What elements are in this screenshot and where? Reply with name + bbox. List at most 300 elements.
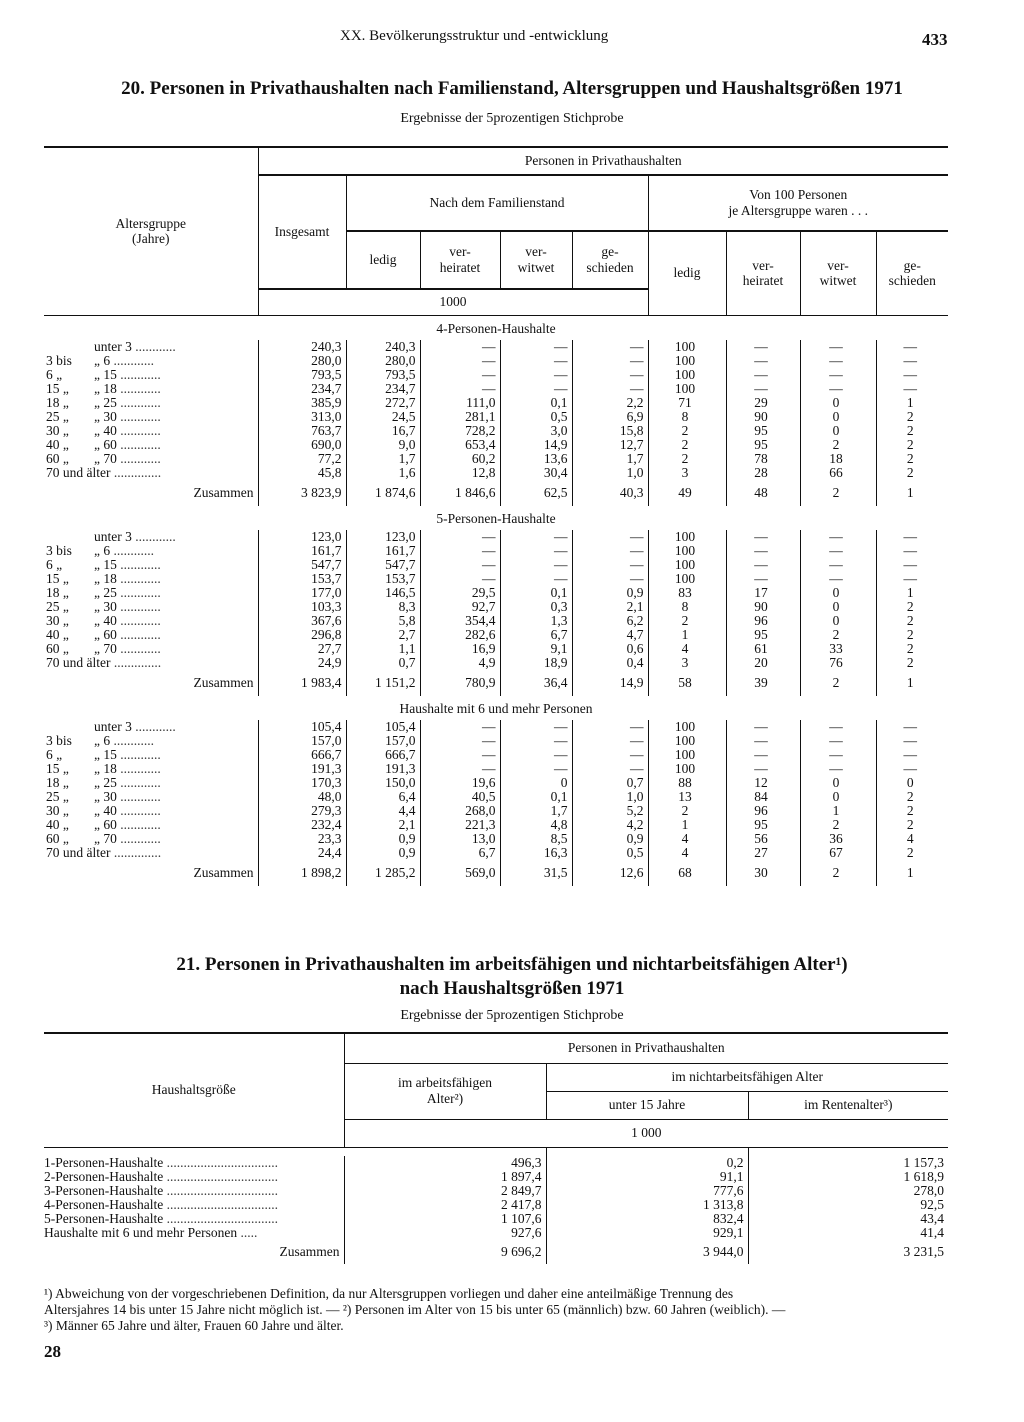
value-cell: 927,6 [344, 1226, 546, 1240]
total-row [44, 860, 948, 886]
value-cell: 2 [876, 424, 948, 438]
total-value: 12,6 [572, 860, 648, 886]
header-insgesamt: Insgesamt [258, 175, 346, 289]
total-value: 58 [648, 670, 726, 696]
age-group-label [44, 466, 258, 480]
value-cell: — [800, 720, 876, 734]
age-group-prefix: 18 „ [46, 395, 69, 410]
total-value: 1 [876, 480, 948, 506]
value-cell: 15,8 [572, 424, 648, 438]
spacer-cell [546, 1147, 748, 1156]
value-cell: 2 [800, 628, 876, 642]
value-cell: 36 [800, 832, 876, 846]
section-title: 4-Personen-Haushalte [436, 320, 556, 336]
value-cell: — [726, 734, 800, 748]
value-cell: 146,5 [346, 586, 420, 600]
value-cell: 100 [648, 734, 726, 748]
value-cell: 61 [726, 642, 800, 656]
household-size-text: 1-Personen-Haushalte [44, 1155, 164, 1170]
header-pct-geschieden-1: ge- [903, 257, 921, 273]
age-group-prefix: 60 „ [46, 831, 69, 846]
table-row [44, 804, 948, 818]
value-cell: 13,0 [420, 832, 500, 846]
value-cell: 2 [876, 628, 948, 642]
age-group-range: „ 18 [94, 761, 117, 776]
page-number: 433 [922, 30, 948, 49]
value-cell: — [800, 354, 876, 368]
table20 [44, 146, 948, 886]
value-cell: 1 618,9 [748, 1170, 948, 1184]
header-geschieden-1: ge- [601, 244, 619, 260]
value-cell: 60,2 [420, 452, 500, 466]
value-cell: 929,1 [546, 1226, 748, 1240]
value-cell: 2 [648, 424, 726, 438]
leader-dots: ............ [116, 761, 161, 776]
table21-title-line2: nach Haushaltsgrößen 1971 [399, 978, 625, 999]
value-cell: — [500, 762, 572, 776]
table-row [44, 748, 948, 762]
value-cell: 1,0 [572, 790, 648, 804]
value-cell: — [500, 572, 572, 586]
household-size-label [44, 1198, 344, 1212]
table-row [44, 642, 948, 656]
age-group-prefix: 3 bis [46, 733, 72, 748]
value-cell: 2 [876, 804, 948, 818]
age-group-label [44, 382, 258, 396]
header21-personen: Personen in Privathaushalten [344, 1033, 948, 1063]
table20-subtitle: Ergebnisse der 5prozentigen Stichprobe [400, 111, 624, 126]
table20-body [44, 315, 948, 886]
value-cell: 2 [876, 466, 948, 480]
header-altersgruppe-label: Altersgruppe [115, 215, 186, 231]
value-cell: — [726, 530, 800, 544]
household-size-text: Haushalte mit 6 und mehr Personen [44, 1225, 238, 1240]
value-cell: 234,7 [346, 382, 420, 396]
value-cell: 4 [648, 642, 726, 656]
value-cell: 0,9 [572, 586, 648, 600]
leader-dots: ............ [131, 339, 176, 354]
total-value: 1 [876, 860, 948, 886]
value-cell: 24,9 [258, 656, 346, 670]
header-personen: Personen in Privathaushalten [258, 147, 948, 175]
value-cell: 6,4 [346, 790, 420, 804]
age-group-label [44, 340, 258, 354]
value-cell: 0 [500, 776, 572, 790]
value-cell: — [876, 544, 948, 558]
age-group-prefix: 25 „ [46, 599, 69, 614]
value-cell: 240,3 [346, 340, 420, 354]
value-cell: 23,3 [258, 832, 346, 846]
value-cell: 282,6 [420, 628, 500, 642]
age-group-range: „ 18 [94, 381, 117, 396]
header-nichtarbeitsfaehig: im nichtarbeitsfähigen Alter [546, 1063, 948, 1091]
leader-dots: ............ [116, 831, 161, 846]
value-cell: 105,4 [346, 720, 420, 734]
value-cell: 653,4 [420, 438, 500, 452]
total-value: 30 [726, 860, 800, 886]
value-cell: 1,6 [346, 466, 420, 480]
value-cell: — [876, 572, 948, 586]
age-group-range: „ 70 [94, 831, 117, 846]
value-cell: 0 [800, 790, 876, 804]
value-cell: 690,0 [258, 438, 346, 452]
age-group-label [44, 748, 258, 762]
value-cell: — [420, 558, 500, 572]
age-group-prefix: 60 „ [46, 451, 69, 466]
value-cell: 2 [876, 410, 948, 424]
value-cell: — [420, 340, 500, 354]
age-group-range: „ 18 [94, 571, 117, 586]
age-group-range: „ 30 [94, 599, 117, 614]
value-cell: 280,0 [346, 354, 420, 368]
value-cell: 0,7 [346, 656, 420, 670]
header-altersgruppe [44, 147, 258, 315]
value-cell: 2 417,8 [344, 1198, 546, 1212]
header-haushaltsgroesse: Haushaltsgröße [44, 1033, 344, 1147]
age-group-label [44, 600, 258, 614]
age-group-label [44, 572, 258, 586]
value-cell: — [876, 558, 948, 572]
value-cell: 0,2 [546, 1156, 748, 1170]
table-row [44, 1198, 948, 1212]
value-cell: 8 [648, 600, 726, 614]
value-cell: 83 [648, 586, 726, 600]
value-cell: 279,3 [258, 804, 346, 818]
value-cell: 16,7 [346, 424, 420, 438]
age-group-prefix: 25 „ [46, 789, 69, 804]
table-row [44, 572, 948, 586]
value-cell: 100 [648, 530, 726, 544]
table-row [44, 544, 948, 558]
value-cell: 4,9 [420, 656, 500, 670]
leader-dots: ............ [116, 381, 161, 396]
value-cell: 100 [648, 762, 726, 776]
value-cell: 16,9 [420, 642, 500, 656]
value-cell: 153,7 [346, 572, 420, 586]
value-cell: 0,9 [346, 846, 420, 860]
age-group-range: „ 40 [94, 613, 117, 628]
value-cell: 1 157,3 [748, 1156, 948, 1170]
value-cell: 40,5 [420, 790, 500, 804]
leader-dots: ............ [116, 789, 161, 804]
value-cell: 91,1 [546, 1170, 748, 1184]
age-group-range: unter 3 [94, 529, 132, 544]
value-cell: — [500, 720, 572, 734]
leader-dots: ............ [131, 529, 176, 544]
value-cell: 17 [726, 586, 800, 600]
value-cell: 793,5 [258, 368, 346, 382]
leader-dots: ............ [110, 733, 154, 748]
value-cell: 9,1 [500, 642, 572, 656]
value-cell: — [876, 382, 948, 396]
value-cell: 4 [876, 832, 948, 846]
value-cell: 2,1 [572, 600, 648, 614]
table-row [44, 656, 948, 670]
value-cell: — [726, 748, 800, 762]
value-cell: 5,8 [346, 614, 420, 628]
value-cell: 100 [648, 544, 726, 558]
household-size-text: 2-Personen-Haushalte [44, 1169, 164, 1184]
value-cell: 272,7 [346, 396, 420, 410]
table-row [44, 628, 948, 642]
household-size-label [44, 1184, 344, 1198]
value-cell: 234,7 [258, 382, 346, 396]
header-geschieden [572, 231, 648, 289]
value-cell: 27 [726, 846, 800, 860]
age-group-range: „ 70 [94, 451, 117, 466]
total-value: 2 [800, 670, 876, 696]
table-row [44, 558, 948, 572]
value-cell: 763,7 [258, 424, 346, 438]
value-cell: 6,7 [500, 628, 572, 642]
value-cell: 8,5 [500, 832, 572, 846]
household-size-label [44, 1156, 344, 1170]
header-von100-line2: je Altersgruppe waren . . . [728, 203, 868, 218]
table-row [44, 846, 948, 860]
value-cell: 2 [876, 642, 948, 656]
value-cell: 1,1 [346, 642, 420, 656]
value-cell: 313,0 [258, 410, 346, 424]
age-group-prefix: 18 „ [46, 775, 69, 790]
age-group-label [44, 762, 258, 776]
value-cell: 19,6 [420, 776, 500, 790]
value-cell: 84 [726, 790, 800, 804]
age-group-prefix: 3 bis [46, 543, 72, 558]
value-cell: — [500, 748, 572, 762]
age-group-range: „ 15 [94, 747, 117, 762]
leader-dots: ............ [116, 395, 161, 410]
value-cell: 78 [726, 452, 800, 466]
section-row [44, 506, 948, 530]
value-cell: 0,1 [500, 586, 572, 600]
leader-dots: ............ [116, 585, 161, 600]
value-cell: 0,3 [500, 600, 572, 614]
value-cell: — [800, 748, 876, 762]
age-group-prefix: 70 und älter [46, 465, 111, 480]
value-cell: 1,7 [572, 452, 648, 466]
value-cell: 24,4 [258, 846, 346, 860]
value-cell: 0 [800, 424, 876, 438]
total-value: 31,5 [500, 860, 572, 886]
value-cell: 18,9 [500, 656, 572, 670]
value-cell: — [500, 354, 572, 368]
table-row [44, 586, 948, 600]
value-cell: 1 313,8 [546, 1198, 748, 1212]
value-cell: 221,3 [420, 818, 500, 832]
value-cell: 0,9 [572, 832, 648, 846]
age-group-range: „ 25 [94, 395, 117, 410]
value-cell: 20 [726, 656, 800, 670]
value-cell: 0,7 [572, 776, 648, 790]
leader-dots: ................................. [163, 1183, 278, 1198]
household-size-label [44, 1226, 344, 1240]
section-row [44, 696, 948, 720]
age-group-prefix: 30 „ [46, 613, 69, 628]
value-cell: 67 [800, 846, 876, 860]
leader-dots: ............ [116, 747, 161, 762]
age-group-label [44, 396, 258, 410]
value-cell: 92,7 [420, 600, 500, 614]
header-pct-verwitwet [800, 231, 876, 315]
value-cell: — [726, 354, 800, 368]
table-row [44, 818, 948, 832]
value-cell: 1 [800, 804, 876, 818]
value-cell: 354,4 [420, 614, 500, 628]
value-cell: — [420, 748, 500, 762]
table-row [44, 368, 948, 382]
value-cell: 88 [648, 776, 726, 790]
value-cell: 2 849,7 [344, 1184, 546, 1198]
table-row [44, 1212, 948, 1226]
value-cell: 0 [876, 776, 948, 790]
value-cell: 76 [800, 656, 876, 670]
value-cell: — [420, 720, 500, 734]
value-cell: — [572, 734, 648, 748]
value-cell: 1 [876, 396, 948, 410]
section-title: 5-Personen-Haushalte [436, 510, 556, 526]
table20-title: 20. Personen in Privathaushalten nach Familienstand, Altersgruppen und Haushaltsgrößen 1971 [121, 78, 903, 99]
total-value: 1 151,2 [346, 670, 420, 696]
header-arbeitsfaehig-2: Alter²) [426, 1091, 464, 1106]
value-cell: 6,7 [420, 846, 500, 860]
age-group-range: „ 40 [94, 803, 117, 818]
value-cell: 1,7 [346, 452, 420, 466]
header-pct-ledig: ledig [648, 231, 726, 315]
value-cell: — [500, 734, 572, 748]
header-pct-verwitwet-2: witwet [819, 273, 857, 289]
table-row [44, 600, 948, 614]
table-row [44, 410, 948, 424]
total-value: 2 [800, 480, 876, 506]
total-label: Zusammen [193, 674, 254, 690]
total-value: 1 898,2 [258, 860, 346, 886]
value-cell: 4 [648, 846, 726, 860]
value-cell: — [876, 354, 948, 368]
value-cell: 547,7 [258, 558, 346, 572]
value-cell: 111,0 [420, 396, 500, 410]
value-cell: — [800, 544, 876, 558]
value-cell: — [420, 354, 500, 368]
leader-dots: ............ [116, 423, 161, 438]
value-cell: 16,3 [500, 846, 572, 860]
value-cell: 547,7 [346, 558, 420, 572]
age-group-label [44, 544, 258, 558]
value-cell: 100 [648, 572, 726, 586]
header-ledig: ledig [346, 231, 420, 289]
total-row [44, 1240, 948, 1264]
value-cell: 2,1 [346, 818, 420, 832]
table-row [44, 720, 948, 734]
age-group-prefix: 40 „ [46, 817, 69, 832]
leader-dots: ............ [116, 641, 161, 656]
value-cell: 0,1 [500, 396, 572, 410]
age-group-range: „ 6 [94, 543, 111, 558]
value-cell: 41,4 [748, 1226, 948, 1240]
value-cell: — [420, 382, 500, 396]
value-cell: 0 [800, 410, 876, 424]
total-value: 1 983,4 [258, 670, 346, 696]
value-cell: — [800, 762, 876, 776]
value-cell: 4,4 [346, 804, 420, 818]
value-cell: — [876, 368, 948, 382]
header-verheiratet-2: heiratet [439, 260, 481, 275]
leader-dots: ................................. [163, 1169, 278, 1184]
table-row [44, 1226, 948, 1240]
footnote-line3: ³) Männer 65 Jahre und älter, Frauen 60 Jahre und älter. [44, 1318, 344, 1333]
age-group-prefix: 15 „ [46, 381, 69, 396]
table-row [44, 530, 948, 544]
total-label: Zusammen [279, 1243, 340, 1259]
age-group-range: „ 15 [94, 367, 117, 382]
value-cell: 1 897,4 [344, 1170, 546, 1184]
value-cell: 3 [648, 466, 726, 480]
total-value: 1 [876, 670, 948, 696]
header-verwitwet-1: ver- [525, 244, 547, 260]
value-cell: 123,0 [346, 530, 420, 544]
value-cell: 95 [726, 438, 800, 452]
value-cell: — [420, 762, 500, 776]
age-group-label [44, 424, 258, 438]
total-value: 48 [726, 480, 800, 506]
value-cell: 832,4 [546, 1212, 748, 1226]
value-cell: 2 [876, 600, 948, 614]
value-cell: 2 [876, 438, 948, 452]
leader-dots: ............ [116, 613, 161, 628]
total-value: 9 696,2 [344, 1240, 546, 1264]
table-row [44, 790, 948, 804]
header-nach-familienstand: Nach dem Familienstand [346, 175, 648, 231]
header-von100-line1: Von 100 Personen [749, 187, 848, 203]
value-cell: 105,4 [258, 720, 346, 734]
value-cell: — [726, 762, 800, 776]
value-cell: 793,5 [346, 368, 420, 382]
value-cell: 496,3 [344, 1156, 546, 1170]
total-label: Zusammen [193, 484, 254, 500]
table-row [44, 614, 948, 628]
section-title: Haushalte mit 6 und mehr Personen [399, 700, 593, 716]
total-value: 3 823,9 [258, 480, 346, 506]
table-row [44, 354, 948, 368]
header-geschieden-2: schieden [586, 260, 634, 275]
leader-dots: ............ [116, 367, 161, 382]
value-cell: — [726, 720, 800, 734]
age-group-prefix: 6 „ [46, 747, 63, 762]
header-verheiratet-1: ver- [449, 244, 471, 260]
age-group-label [44, 368, 258, 382]
age-group-range: „ 30 [94, 409, 117, 424]
section-row [44, 315, 948, 340]
age-group-label [44, 734, 258, 748]
leader-dots: ............ [116, 437, 161, 452]
header-jahre-label: (Jahre) [132, 231, 170, 247]
total-label: Zusammen [193, 864, 254, 880]
value-cell: 777,6 [546, 1184, 748, 1198]
value-cell: 0 [800, 396, 876, 410]
value-cell: 1,3 [500, 614, 572, 628]
leader-dots: ............ [116, 451, 161, 466]
header-pct-verheiratet-1: ver- [752, 257, 774, 273]
leader-dots: ............ [116, 803, 161, 818]
bottom-page-number: 28 [44, 1342, 61, 1361]
value-cell: — [572, 382, 648, 396]
table-row [44, 466, 948, 480]
age-group-range: „ 6 [94, 353, 111, 368]
table-row [44, 424, 948, 438]
value-cell: — [800, 382, 876, 396]
table-row [44, 396, 948, 410]
value-cell: 150,0 [346, 776, 420, 790]
age-group-prefix: 40 „ [46, 627, 69, 642]
